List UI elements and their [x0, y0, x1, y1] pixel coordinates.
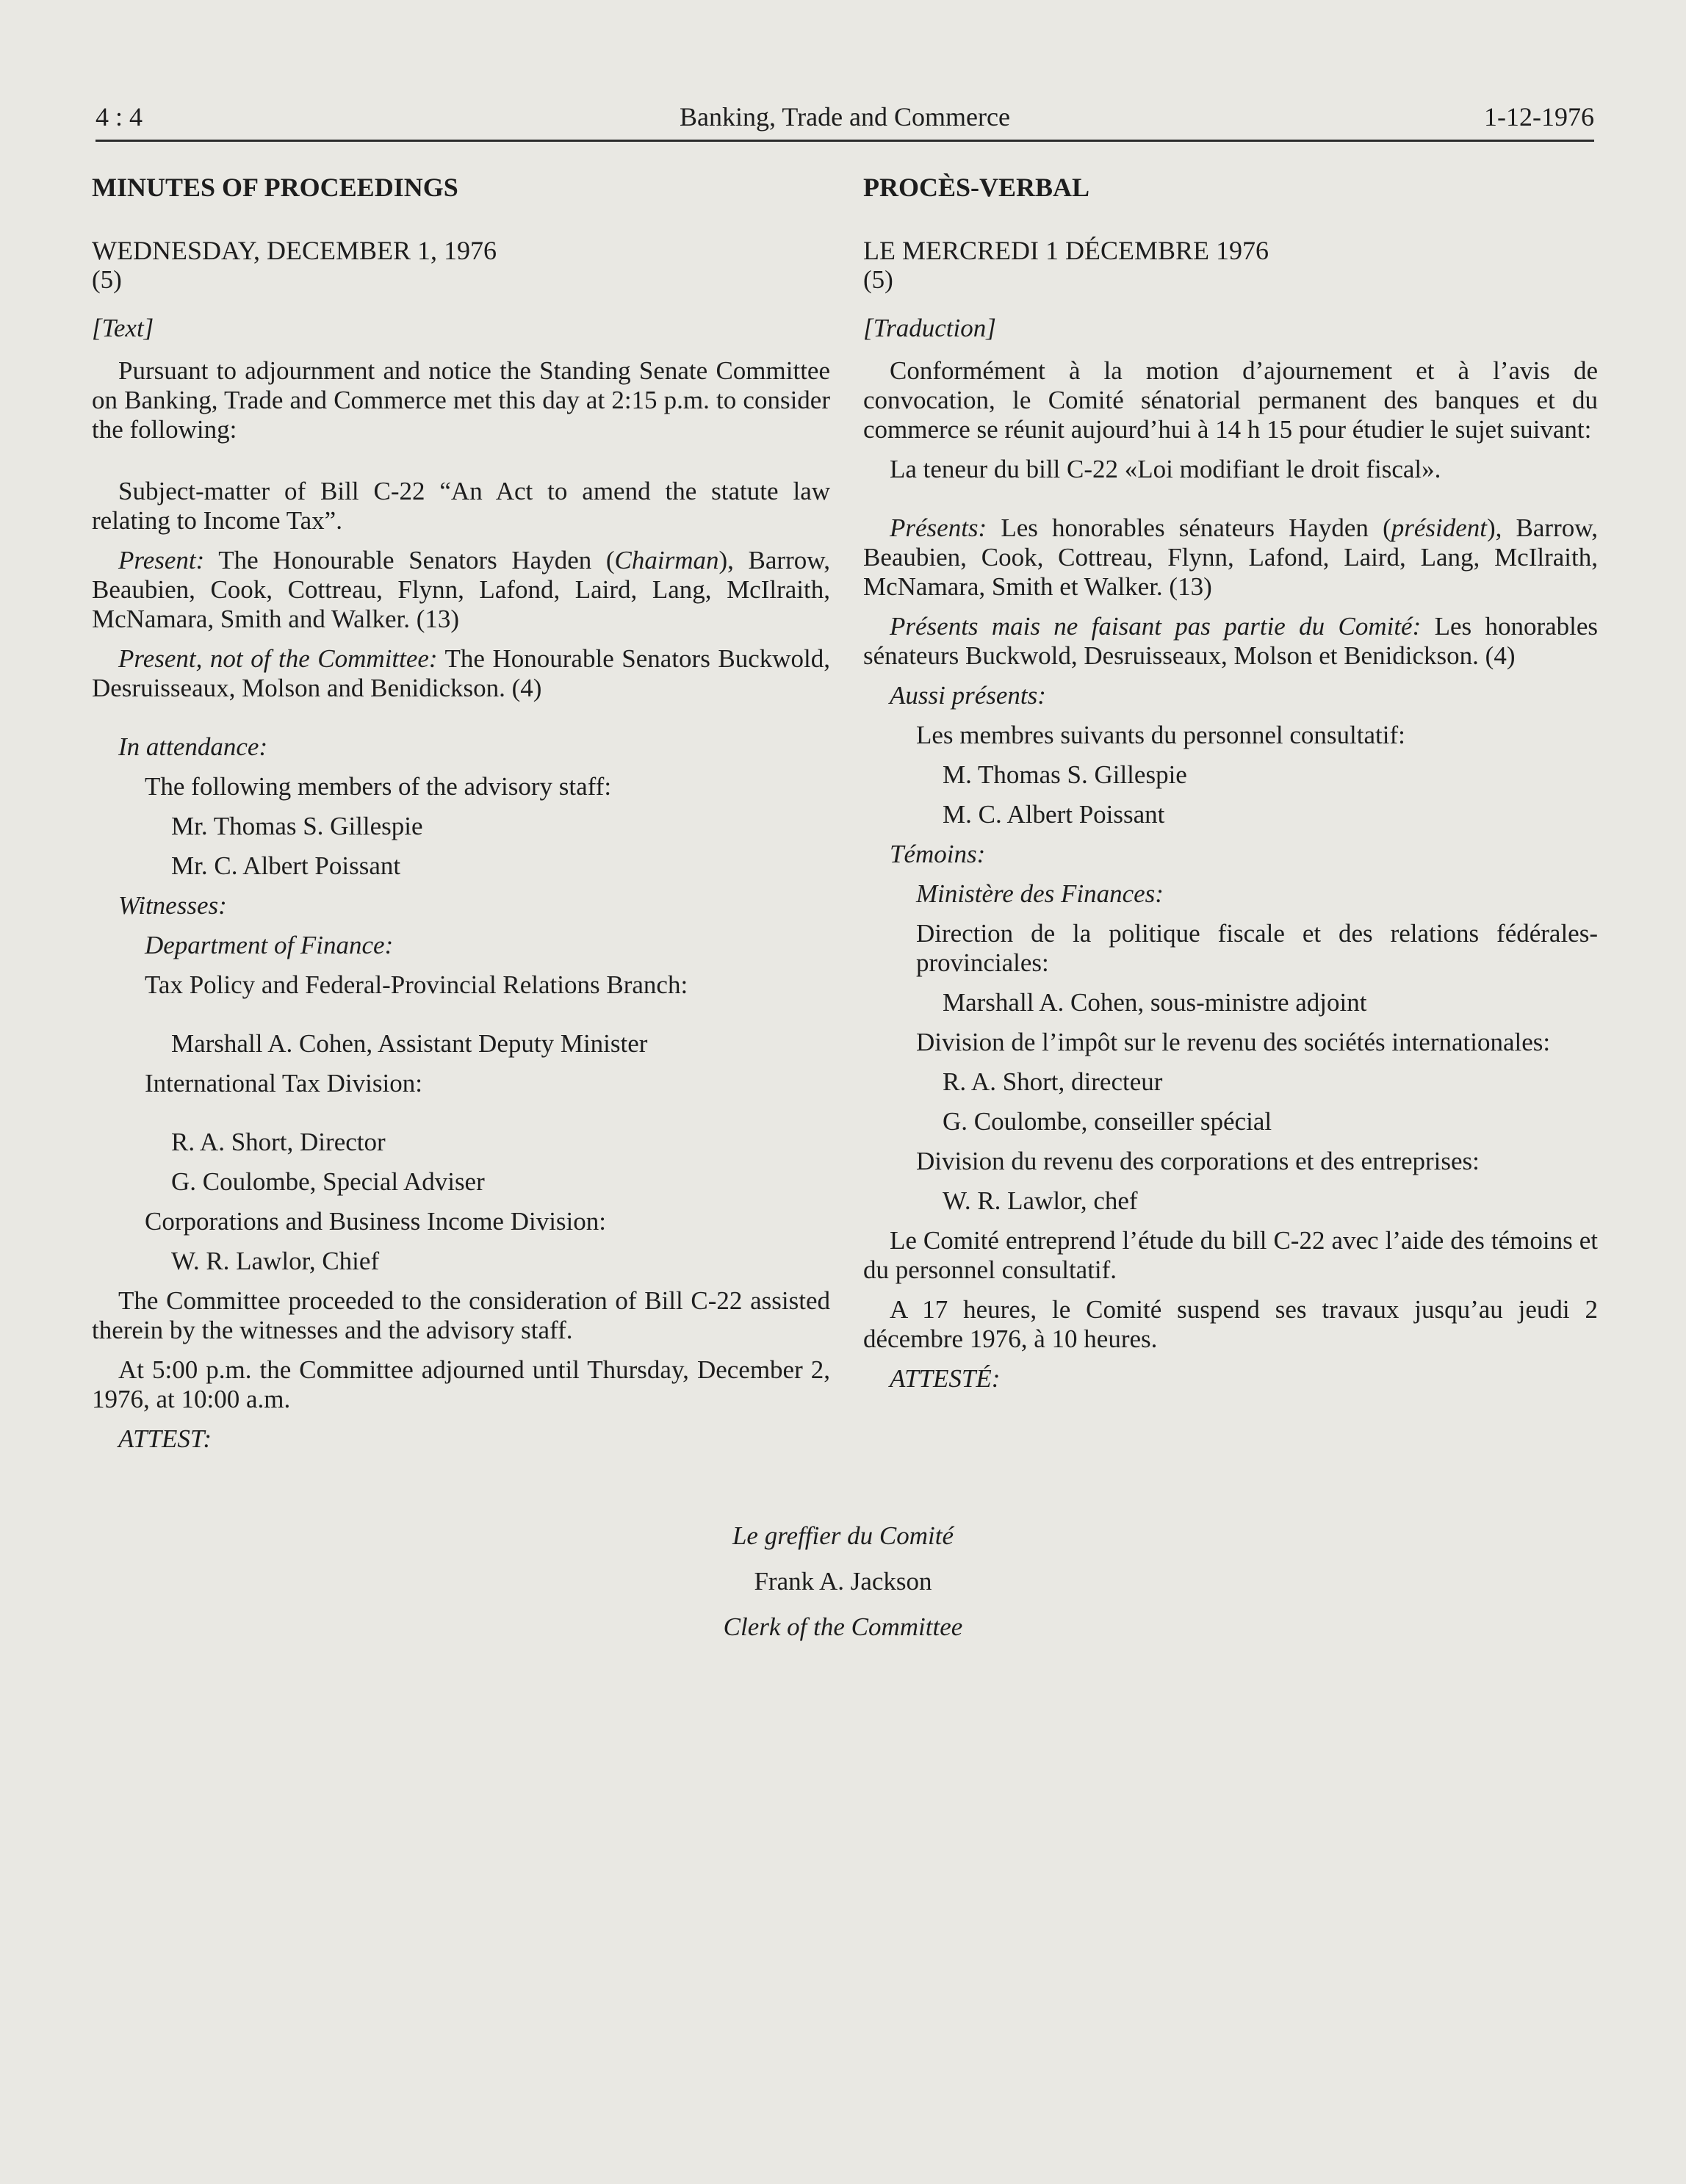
french-staff-1: M. Thomas S. Gillespie: [943, 760, 1187, 789]
english-witnesses-label: Witnesses:: [118, 891, 227, 920]
english-column: [92, 173, 830, 1454]
english-witness-1: Marshall A. Cohen, Assistant Deputy Minister: [171, 1029, 648, 1058]
signature-block: [0, 1513, 1686, 1650]
english-branch-1: Tax Policy and Federal-Provincial Relations Branch:: [145, 970, 688, 999]
french-date: LE MERCREDI 1 DÉCEMBRE 1976: [863, 236, 1269, 265]
french-attest: ATTESTÉ:: [890, 1364, 1001, 1393]
french-witnesses-label: Témoins:: [890, 840, 986, 868]
french-text-tag: [Traduction]: [863, 314, 996, 342]
french-branch-2: Division de l’impôt sur le revenu des sociétés internationales:: [916, 1028, 1551, 1056]
french-witness-3: G. Coulombe, conseiller spécial: [943, 1107, 1272, 1136]
french-title: PROCÈS-VERBAL: [863, 173, 1090, 202]
french-witness-1: Marshall A. Cohen, sous-ministre adjoint: [943, 988, 1367, 1017]
english-paragraph-2: Subject-matter of Bill C-22 “An Act to amend the statute law relating to Income Tax”.: [92, 477, 830, 535]
french-attendance-label: Aussi présents:: [890, 681, 1046, 710]
english-text-tag: [Text]: [92, 314, 154, 342]
french-paragraph-3: Le Comité entreprend l’étude du bill C-22 avec l’aide des témoins et du personnel consultatif.: [863, 1226, 1598, 1284]
french-branch-3: Division du revenu des corporations et des entreprises:: [916, 1147, 1480, 1175]
english-paragraph-1: Pursuant to adjournment and notice the Standing Senate Committee on Banking, Trade and Commerce met this day at 2:15 p.m. to consider the following:: [92, 356, 830, 444]
french-paragraph-4: A 17 heures, le Comité suspend ses travaux jusqu’au jeudi 2 décembre 1976, à 10 heures.: [863, 1295, 1598, 1353]
english-witness-2: R. A. Short, Director: [171, 1128, 386, 1156]
english-witness-4: W. R. Lawlor, Chief: [171, 1247, 380, 1275]
running-header: [96, 101, 1594, 142]
french-paragraph-2: La teneur du bill C-22 «Loi modifiant le droit fiscal».: [890, 455, 1441, 483]
english-attest: ATTEST:: [118, 1424, 212, 1453]
present-label: Present:: [118, 546, 205, 574]
french-branch-1: Direction de la politique fiscale et des relations fédérales-provinciales:: [916, 919, 1598, 977]
english-witness-3: G. Coulombe, Special Adviser: [171, 1167, 485, 1196]
signature-french-title: Le greffier du Comité: [732, 1521, 954, 1550]
english-attendance-label: In attendance:: [118, 732, 268, 761]
english-department: Department of Finance:: [145, 931, 394, 959]
english-branch-2: International Tax Division:: [145, 1069, 422, 1098]
english-date: WEDNESDAY, DECEMBER 1, 1976: [92, 236, 497, 265]
english-paragraph-4: At 5:00 p.m. the Committee adjourned until Thursday, December 2, 1976, at 10:00 a.m.: [92, 1355, 830, 1413]
header-date: 1-12-1976: [1484, 102, 1594, 131]
french-witness-4: W. R. Lawlor, chef: [943, 1186, 1138, 1215]
page-number: 4 : 4: [96, 102, 143, 131]
english-staff-1: Mr. Thomas S. Gillespie: [171, 812, 423, 840]
french-advisory: Les membres suivants du personnel consultatif:: [916, 721, 1405, 749]
french-number: (5): [863, 265, 893, 294]
signature-name: Frank A. Jackson: [754, 1567, 932, 1596]
english-advisory: The following members of the advisory staff:: [145, 772, 612, 801]
english-paragraph-3: The Committee proceeded to the consideration of Bill C-22 assisted therein by the witnesses and the advisory staff.: [92, 1286, 830, 1344]
french-paragraph-1: Conformément à la motion d’ajournement et à l’avis de convocation, le Comité sénatorial permanent des banques et du commerce se réunit aujourd’hui à 14 h 15 pour étudier le sujet suivant:: [863, 356, 1598, 444]
signature-english-title: Clerk of the Committee: [723, 1612, 963, 1641]
french-department: Ministère des Finances:: [916, 879, 1164, 908]
french-witness-2: R. A. Short, directeur: [943, 1067, 1163, 1096]
english-staff-2: Mr. C. Albert Poissant: [171, 851, 401, 880]
english-title: MINUTES OF PROCEEDINGS: [92, 173, 458, 202]
french-present-not: Présents mais ne faisant pas partie du Comité: Les honorables sénateurs Buckwold, Desruisseaux, Molson et Benidickson. (4): [863, 612, 1599, 670]
english-present-not: Present, not of the Committee: The Honourable Senators Buckwold, Desruisseaux, Molson and Benidickson. (4): [92, 644, 830, 702]
french-present: Présents: Les honorables sénateurs Hayden (président), Barrow, Beaubien, Cook, Cottreau, Flynn, Lafond, Laird, Lang, McIlraith, McNamara, Smith et Walker. (13): [863, 513, 1598, 601]
english-number: (5): [92, 265, 122, 294]
english-branch-3: Corporations and Business Income Division:: [145, 1207, 607, 1236]
header-title: Banking, Trade and Commerce: [680, 102, 1010, 131]
english-present: Present: The Honourable Senators Hayden (Chairman), Barrow, Beaubien, Cook, Cottreau, Flynn, Lafond, Laird, Lang, McIlraith, McNamara, Smith and Walker. (13): [92, 546, 830, 633]
french-staff-2: M. C. Albert Poissant: [943, 800, 1165, 829]
french-column: [863, 173, 1598, 1394]
